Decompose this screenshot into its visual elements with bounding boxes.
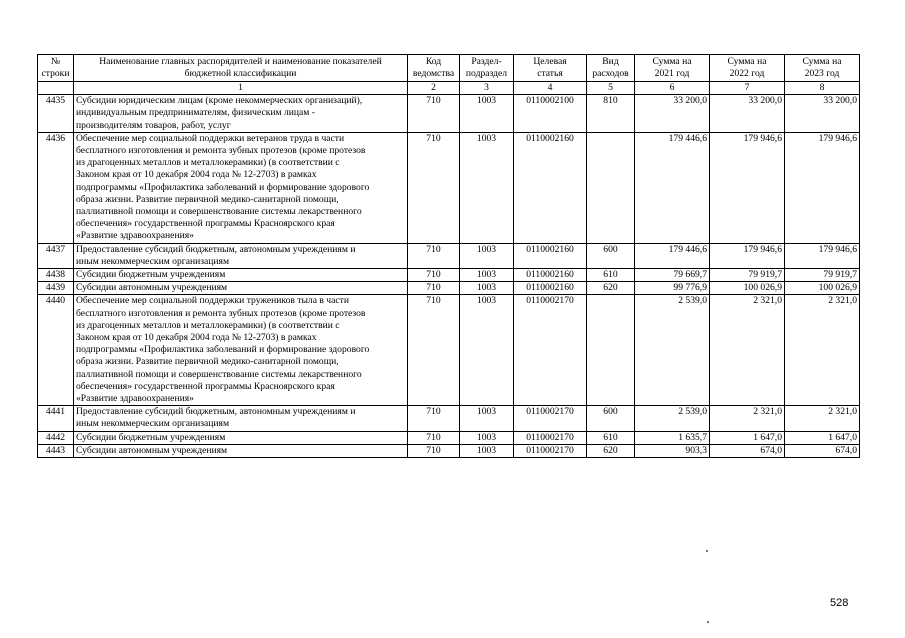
header-section: Раздел- подраздел [460,55,514,82]
cell-sum-2021: 179 446,6 [635,132,710,243]
name-line: образа жизни. Развитие первичной медико-санитарной помощи, [76,193,339,205]
column-numbers-row [38,82,860,95]
name-line: из драгоценных металлов и металлокерамики) (в соответствии с [76,157,340,169]
column-number: 4 [514,82,587,95]
cell-row-no: 4435 [38,95,74,133]
column-number: 3 [460,82,514,95]
name-line: производителям товаров, работ, услуг [76,119,231,131]
column-number: 5 [587,82,635,95]
name-line: Предоставление субсидий бюджетным, автономным учреждениям и [76,243,356,255]
cell-name [74,295,408,406]
cell-sum-2023: 179 946,6 [785,243,860,268]
cell-row-no: 4442 [38,431,74,444]
cell-section: 1003 [460,243,514,268]
cell-sum-2023: 179 946,6 [785,132,860,243]
cell-expense-type [587,295,635,406]
cell-target: 0110002160 [514,243,587,268]
cell-target: 0110002100 [514,95,587,133]
cell-sum-2023: 79 919,7 [785,269,860,282]
header-sum-2023: Сумма на 2023 год [785,55,860,82]
table-body [38,95,860,458]
name-line: обеспечения» государственной программы Красноярского края [76,218,335,230]
cell-sum-2022: 100 026,9 [710,282,785,295]
name-line: паллиативной помощи и совершенствование системы лекарственного [76,368,362,380]
header-name: Наименование главных распорядителей и наименование показателей бюджетной классификации [74,55,408,82]
cell-name [74,282,408,295]
page-number: 528 [830,597,849,609]
column-number: 2 [408,82,460,95]
cell-name [74,132,408,243]
scan-speck [706,550,708,552]
budget-table [37,54,860,458]
cell-expense-type: 610 [587,269,635,282]
column-number [38,82,74,95]
column-number: 6 [635,82,710,95]
cell-target: 0110002160 [514,269,587,282]
cell-sum-2021: 2 539,0 [635,295,710,406]
name-line: индивидуальным предпринимателям, физическим лицам - [76,107,315,119]
table-row [38,132,860,243]
header-sum-2022: Сумма на 2022 год [710,55,785,82]
cell-department: 710 [408,95,460,133]
cell-target: 0110002160 [514,132,587,243]
cell-row-no: 4438 [38,269,74,282]
cell-department: 710 [408,243,460,268]
name-line: Субсидии юридическим лицам (кроме некоммерческих организаций), [76,95,363,107]
cell-section: 1003 [460,444,514,457]
cell-expense-type [587,132,635,243]
name-line: Предоставление субсидий бюджетным, автономным учреждениям и [76,406,356,418]
cell-name [74,406,408,431]
cell-section: 1003 [460,132,514,243]
cell-expense-type: 620 [587,282,635,295]
cell-sum-2023: 33 200,0 [785,95,860,133]
cell-section: 1003 [460,282,514,295]
cell-sum-2022: 674,0 [710,444,785,457]
name-line: обеспечения» государственной программы Красноярского края [76,380,335,392]
name-line: подпрограммы «Профилактика заболеваний и формирование здорового [76,181,370,193]
name-line: Субсидии автономным учреждениям [76,444,228,456]
cell-section: 1003 [460,431,514,444]
cell-row-no: 4439 [38,282,74,295]
cell-expense-type: 600 [587,406,635,431]
cell-expense-type: 810 [587,95,635,133]
cell-target: 0110002170 [514,295,587,406]
table-row [38,282,860,295]
cell-expense-type: 610 [587,431,635,444]
table-row [38,269,860,282]
name-line: Законом края от 10 декабря 2004 года № 12-2703) в рамках [76,169,317,181]
cell-row-no: 4436 [38,132,74,243]
name-line: иным некоммерческим организациям [76,418,230,430]
cell-sum-2022: 33 200,0 [710,95,785,133]
cell-sum-2021: 2 539,0 [635,406,710,431]
cell-section: 1003 [460,95,514,133]
name-line: из драгоценных металлов и металлокерамики) (в соответствии с [76,319,340,331]
name-line: образа жизни. Развитие первичной медико-санитарной помощи, [76,356,339,368]
column-number: 8 [785,82,860,95]
cell-name [74,431,408,444]
table-row [38,95,860,133]
header-target: Целевая статья [514,55,587,82]
cell-target: 0110002160 [514,282,587,295]
header-department: Код ведомства [408,55,460,82]
name-line: Субсидии бюджетным учреждениям [76,431,226,443]
name-line: «Развитие здравоохранения» [76,230,194,242]
cell-sum-2022: 2 321,0 [710,406,785,431]
cell-sum-2021: 79 669,7 [635,269,710,282]
cell-department: 710 [408,406,460,431]
header-sum-2021: Сумма на 2021 год [635,55,710,82]
cell-name [74,269,408,282]
cell-sum-2022: 179 946,6 [710,243,785,268]
table-row [38,406,860,431]
cell-sum-2021: 33 200,0 [635,95,710,133]
cell-row-no: 4443 [38,444,74,457]
cell-sum-2023: 100 026,9 [785,282,860,295]
cell-sum-2023: 2 321,0 [785,406,860,431]
cell-department: 710 [408,132,460,243]
table-row [38,243,860,268]
cell-row-no: 4441 [38,406,74,431]
cell-target: 0110002170 [514,431,587,444]
name-line: Субсидии автономным учреждениям [76,282,228,294]
name-line: бесплатного изготовления и ремонта зубных протезов (кроме протезов [76,307,366,319]
cell-expense-type: 620 [587,444,635,457]
table-row [38,444,860,457]
name-line: бесплатного изготовления и ремонта зубных протезов (кроме протезов [76,145,366,157]
name-line: Законом края от 10 декабря 2004 года № 12-2703) в рамках [76,332,317,344]
scan-speck [707,621,709,623]
table-header-row [38,55,860,82]
cell-target: 0110002170 [514,406,587,431]
column-number: 7 [710,82,785,95]
cell-sum-2023: 674,0 [785,444,860,457]
name-line: Обеспечение мер социальной поддержки тружеников тыла в части [76,295,349,307]
name-line: Обеспечение мер социальной поддержки ветеранов труда в части [76,132,345,144]
cell-sum-2022: 179 946,6 [710,132,785,243]
table-row [38,431,860,444]
cell-name [74,243,408,268]
cell-name [74,444,408,457]
cell-department: 710 [408,269,460,282]
header-expense-type: Вид расходов [587,55,635,82]
cell-sum-2021: 1 635,7 [635,431,710,444]
name-line: подпрограммы «Профилактика заболеваний и формирование здорового [76,344,370,356]
cell-department: 710 [408,431,460,444]
cell-row-no: 4440 [38,295,74,406]
cell-sum-2021: 903,3 [635,444,710,457]
cell-sum-2023: 1 647,0 [785,431,860,444]
cell-section: 1003 [460,269,514,282]
cell-department: 710 [408,295,460,406]
cell-row-no: 4437 [38,243,74,268]
name-line: «Развитие здравоохранения» [76,393,194,405]
name-line: паллиативной помощи и совершенствование системы лекарственного [76,206,362,218]
cell-expense-type: 600 [587,243,635,268]
name-line: Субсидии бюджетным учреждениям [76,269,226,281]
cell-target: 0110002170 [514,444,587,457]
cell-department: 710 [408,444,460,457]
name-line: иным некоммерческим организациям [76,255,230,267]
cell-sum-2022: 1 647,0 [710,431,785,444]
cell-sum-2023: 2 321,0 [785,295,860,406]
table-row [38,295,860,406]
cell-sum-2021: 99 776,9 [635,282,710,295]
cell-name [74,95,408,133]
cell-sum-2021: 179 446,6 [635,243,710,268]
cell-department: 710 [408,282,460,295]
column-number: 1 [74,82,408,95]
header-row-no: № строки [38,55,74,82]
cell-section: 1003 [460,295,514,406]
cell-section: 1003 [460,406,514,431]
cell-sum-2022: 2 321,0 [710,295,785,406]
cell-sum-2022: 79 919,7 [710,269,785,282]
